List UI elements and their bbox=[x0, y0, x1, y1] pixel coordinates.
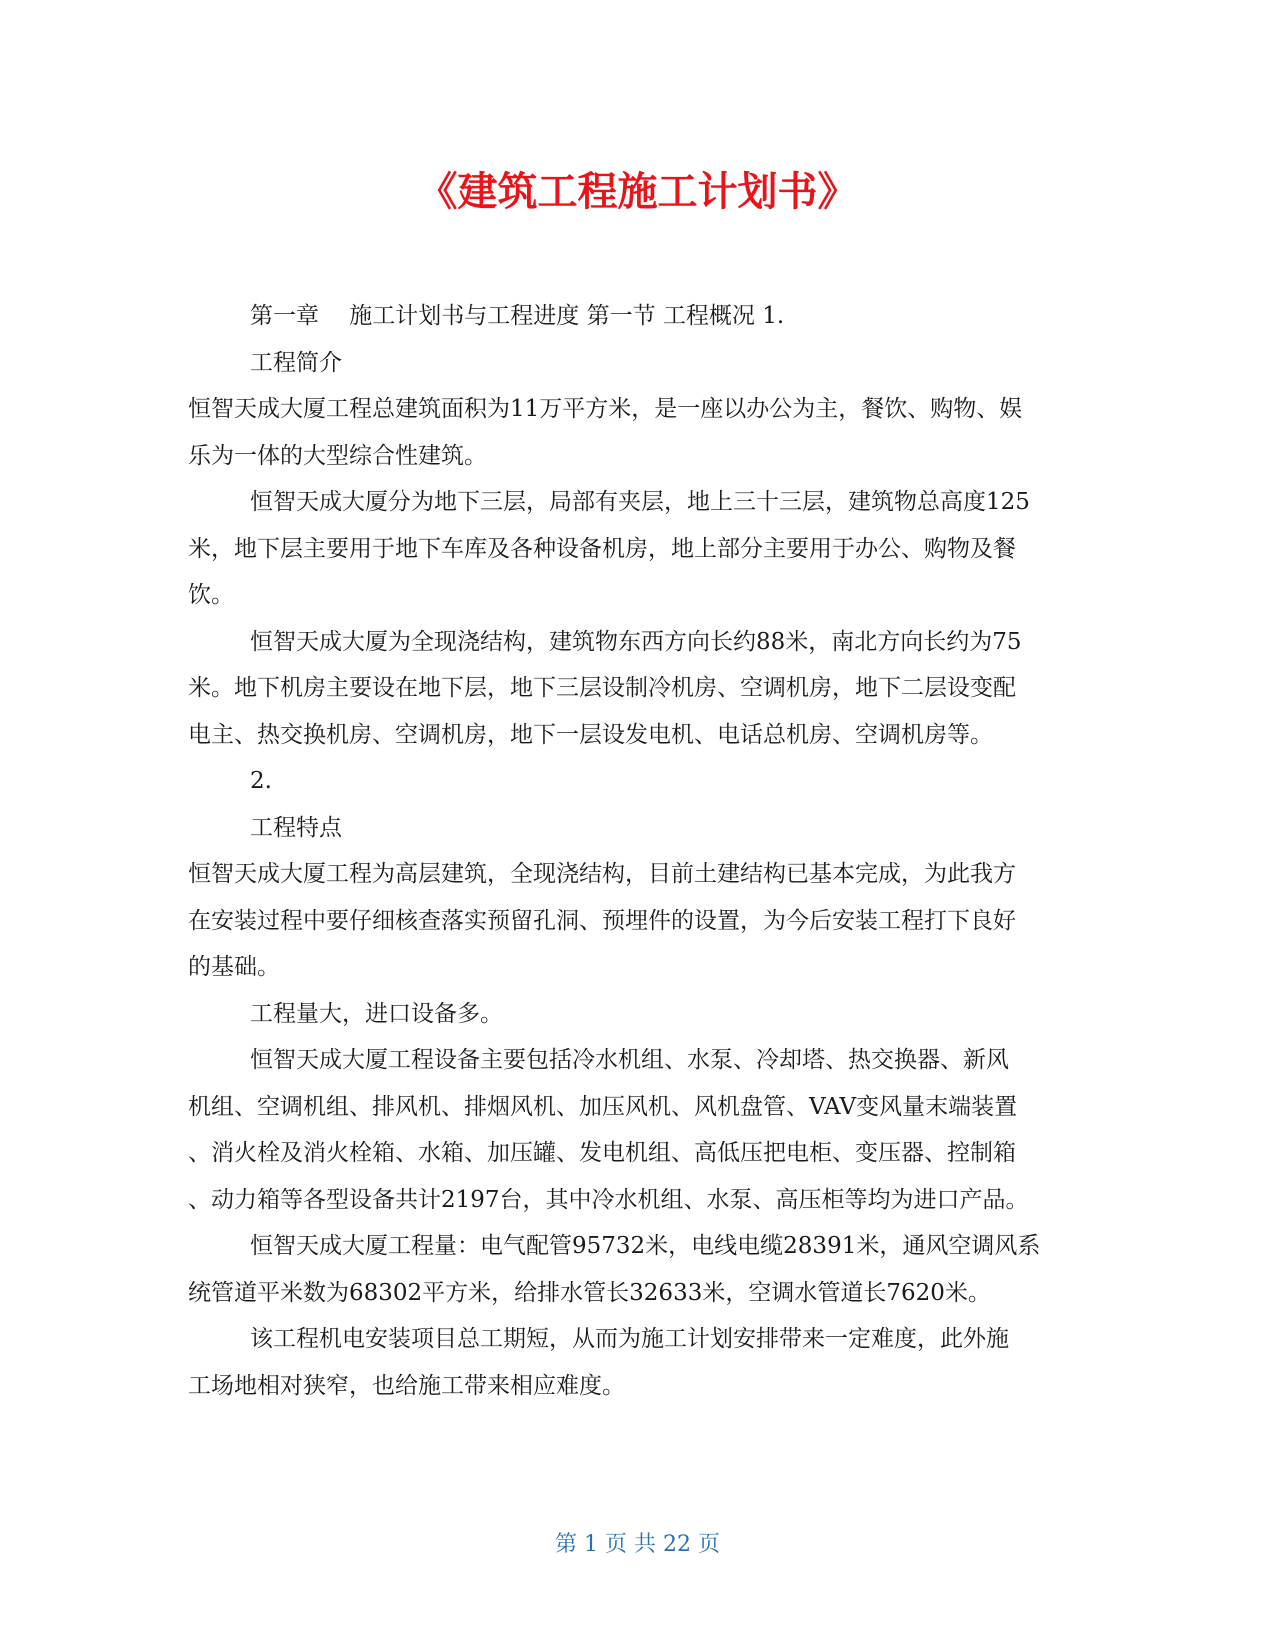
page-number-footer: 第 1 页 共 22 页 bbox=[555, 1532, 720, 1557]
text-line: 米。地下机房主要设在地下层，地下三层设制冷机房、空调机房，地下二层设变配 bbox=[188, 675, 1016, 701]
text-line: 恒智天成大厦分为地下三层，局部有夹层，地上三十三层，建筑物总高度125 bbox=[250, 489, 1030, 515]
text-line: 恒智天成大厦工程量：电气配管95732米，电线电缆28391米，通风空调风系 bbox=[250, 1233, 1041, 1259]
text-line: 、动力箱等各型设备共计2197台，其中冷水机组、水泵、高压柜等均为进口产品。 bbox=[188, 1186, 1029, 1213]
text-line: 饮。 bbox=[188, 582, 234, 608]
text-line: 工场地相对狭窄，也给施工带来相应难度。 bbox=[188, 1372, 625, 1399]
text-line: 工程特点 bbox=[250, 814, 342, 841]
text-line: 统管道平米数为68302平方米，给排水管长32633米，空调水管道长7620米。 bbox=[188, 1279, 991, 1306]
text-line: 、消火栓及消火栓箱、水箱、加压罐、发电机组、高低压把电柜、变压器、控制箱 bbox=[188, 1140, 1016, 1166]
text-line: 工程量大，进口设备多。 bbox=[250, 1000, 503, 1027]
text-line: 的基础。 bbox=[188, 954, 280, 980]
text-line: 机组、空调机组、排风机、排烟风机、加压风机、风机盘管、VAV变风量末端装置 bbox=[188, 1093, 1018, 1120]
text-line: 米，地下层主要用于地下车库及各种设备机房，地上部分主要用于办公、购物及餐 bbox=[188, 535, 1016, 562]
document-body bbox=[188, 293, 1088, 1409]
text-line: 恒智天成大厦工程为高层建筑，全现浇结构，目前土建结构已基本完成，为此我方 bbox=[188, 861, 1016, 887]
page-title: 《建筑工程施工计划书》 bbox=[417, 169, 858, 215]
text-line: 恒智天成大厦工程设备主要包括冷水机组、水泵、冷却塔、热交换器、新风 bbox=[250, 1047, 1009, 1073]
text-line: 在安装过程中要仔细核查落实预留孔洞、预埋件的设置，为今后安装工程打下良好 bbox=[188, 907, 1016, 934]
text-line: 恒智天成大厦为全现浇结构，建筑物东西方向长约88米，南北方向长约为75 bbox=[250, 628, 1022, 655]
text-line: 第一章 施工计划书与工程进度 第一节 工程概况 1. bbox=[250, 303, 785, 329]
text-line: 该工程机电安装项目总工期短，从而为施工计划安排带来一定难度，此外施 bbox=[250, 1326, 1009, 1352]
text-line: 恒智天成大厦工程总建筑面积为11万平方米，是一座以办公为主，餐饮、购物、娱 bbox=[188, 396, 1023, 422]
text-line: 工程简介 bbox=[250, 349, 342, 376]
text-line: 乐为一体的大型综合性建筑。 bbox=[188, 442, 487, 469]
text-line: 电主、热交换机房、空调机房，地下一层设发电机、电话总机房、空调机房等。 bbox=[188, 721, 993, 748]
text-line: 2. bbox=[250, 768, 272, 794]
